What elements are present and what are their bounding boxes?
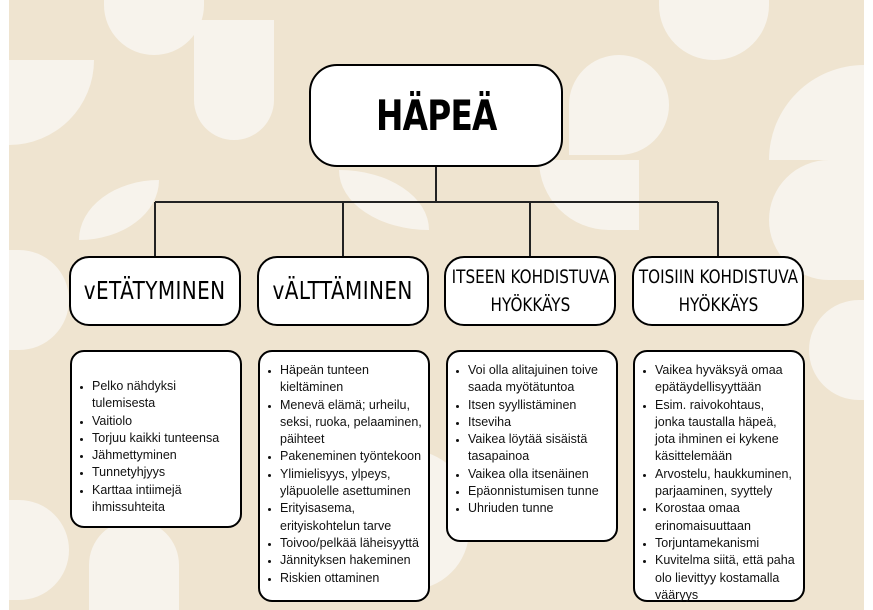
bullet-list [266,362,422,587]
list-item: • Vaitiolo [92,413,234,430]
category-node-attack-self [444,256,616,326]
list-item: • Toivoo/pelkää läheisyyttä [280,535,422,552]
list-item: • Jähmettyminen [92,447,234,464]
list-item: • Voi olla alitajuinen toive saada myötätuntoa [468,362,610,397]
list-item: • Riskien ottaminen [280,570,422,587]
category-label-group [432,263,629,319]
root-title: HÄPEÄ [375,91,497,140]
list-item: • Kuvitelma siitä, että paha olo lievittyy kostamalla vääryys [655,552,797,604]
list-item: • Tunnetyhjyys [92,464,234,481]
list-item: • Torjuu kaikki tunteensa [92,430,234,447]
list-box-attack-others [633,350,805,602]
list-item: • Pakeneminen työntekoon [280,448,422,465]
list-item: • Epäonnistumisen tunne [468,483,610,500]
list-item: • Torjuntamekanismi [655,535,797,552]
bullet-list [454,362,610,518]
list-item: • Häpeän tunteen kieltäminen [280,362,422,397]
category-label: vÄLTTÄMINEN [272,276,414,305]
list-item: • Pelko nähdyksi tulemisesta [92,378,234,413]
list-box-avoidance [258,350,430,602]
list-item: • Itseviha [468,414,610,431]
list-item: • Uhriuden tunne [468,500,610,517]
list-item: • Ylimielisyys, ylpeys, yläpuolelle asettuminen [280,466,422,501]
root-node [309,64,563,167]
category-node-attack-others [632,256,804,326]
category-label-line: ITSEEN KOHDISTUVA [451,266,609,288]
category-label: vETÄTYMINEN [84,276,226,305]
list-item: • Itsen syyllistäminen [468,397,610,414]
list-item: • Jännityksen hakeminen [280,552,422,569]
category-label-line: TOISIIN KOHDISTUVA [638,266,798,288]
list-item: • Menevä elämä; urheilu, seksi, ruoka, pelaaminen, päihteet [280,397,422,449]
list-item: • Karttaa intiimejä ihmissuhteita [92,482,234,517]
category-label-line: HYÖKKÄYS [678,294,758,316]
category-label-line: HYÖKKÄYS [490,294,570,316]
list-item: • Esim. raivokohtaus, jonka taustalla häpeä, jota ihminen ei kykene käsittelemään [655,397,797,466]
category-node-withdrawal [69,256,241,326]
bullet-list [78,378,234,516]
list-box-attack-self [446,350,618,542]
category-label-group [619,263,818,319]
list-item: • Korostaa omaa erinomaisuuttaan [655,500,797,535]
list-item: • Erityisasema, erityiskohtelun tarve [280,500,422,535]
list-item: • Vaikea löytää sisäistä tasapainoa [468,431,610,466]
list-box-withdrawal [70,350,242,528]
bullet-list [641,362,797,604]
list-item: • Vaikea hyväksyä omaa epätäydellisyyttään [655,362,797,397]
list-item: • Arvostelu, haukkuminen, parjaaminen, syyttely [655,466,797,501]
category-node-avoidance [257,256,429,326]
list-item: • Vaikea olla itsenäinen [468,466,610,483]
